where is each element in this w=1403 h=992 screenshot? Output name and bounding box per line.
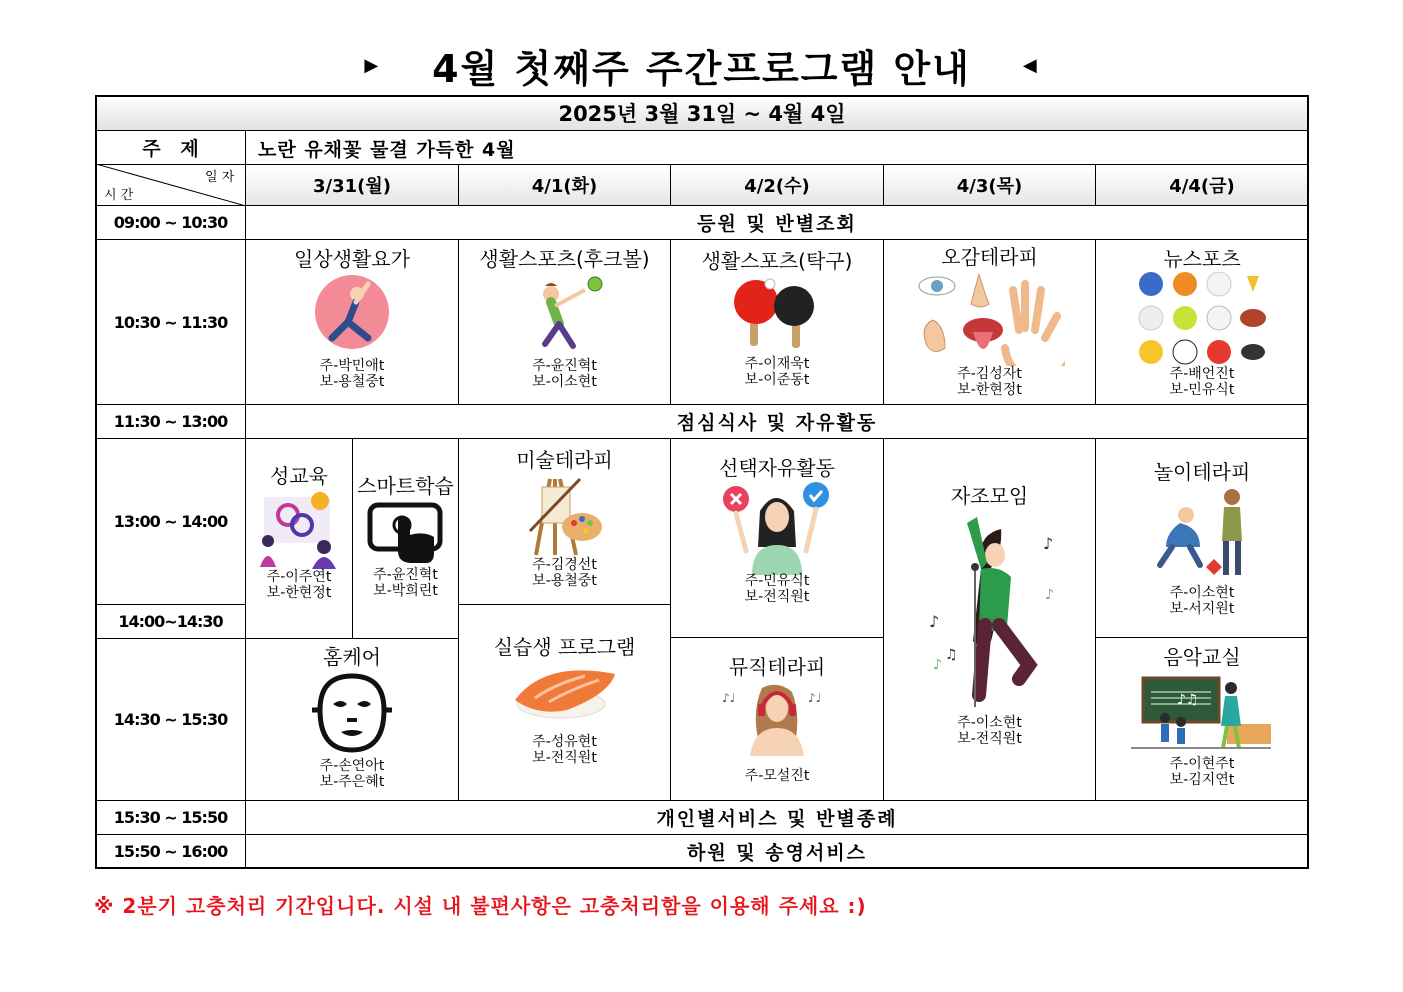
activity-tue-pm-intern	[459, 605, 670, 800]
main-teacher: 주-이재욱t	[744, 356, 810, 372]
row-individual-service: 개인별서비스 및 반별종례	[656, 808, 898, 830]
time-1550: 15:50 ~ 16:00	[113, 842, 228, 861]
notice-text: ※ 2분기 고충처리 기간입니다. 시설 내 불편사항은 고충처리함을 이용해 주세요 :)	[94, 894, 867, 918]
main-teacher: 주-성유현t	[532, 734, 597, 750]
assistant-teacher: 보-용철중t	[532, 573, 597, 589]
throwing-ball-icon	[515, 272, 615, 356]
activity-name: 오감테라피	[941, 245, 1038, 269]
activity-name: 놀이테라피	[1153, 460, 1251, 484]
assistant-teacher: 보-민유식t	[1169, 382, 1235, 398]
activity-name: 일상생활요가	[294, 247, 410, 271]
activity-tue-am	[459, 241, 670, 404]
svg-text:♪♩: ♪♩	[808, 691, 822, 705]
main-teacher: 주-박민애t	[319, 358, 385, 374]
time-0900: 09:00 ~ 10:30	[113, 213, 228, 232]
right-triangle-icon: ▶	[364, 55, 381, 76]
corner-time-label: 시 간	[104, 188, 134, 203]
activity-mon-am	[246, 241, 458, 404]
five-senses-icon	[915, 270, 1065, 366]
activity-name: 음악교실	[1163, 645, 1241, 669]
time-1430: 14:30 ~ 15:30	[113, 710, 228, 729]
row-lunch: 점심식사 및 자유활동	[676, 412, 878, 434]
assistant-teacher: 보-이준동t	[744, 372, 810, 388]
svg-text:♪: ♪	[1042, 534, 1053, 553]
ping-pong-icon	[732, 274, 822, 354]
assistant-teacher: 보-이소현t	[532, 374, 597, 390]
day-header-tue: 4/1(화)	[459, 165, 670, 205]
singer-icon	[915, 509, 1065, 715]
assistant-teacher: 보-주은혜t	[319, 774, 385, 790]
main-teacher: 주-윤진혁t	[532, 358, 597, 374]
assistant-teacher: 보-전직원t	[957, 731, 1022, 747]
activity-name: 스마트학습	[357, 474, 454, 498]
main-teacher: 주-윤진혁t	[373, 567, 438, 583]
main-teacher: 주-김경선t	[532, 557, 597, 573]
gender-education-icon	[254, 489, 344, 569]
assistant-teacher: 보-서지원t	[1169, 601, 1235, 617]
choice-icon	[722, 481, 832, 575]
activity-fri-pm-music-class	[1096, 639, 1308, 800]
day-header-mon: 3/31(월)	[246, 165, 458, 205]
row-arrival: 등원 및 반별조회	[697, 213, 857, 235]
main-teacher: 주-이주연t	[266, 569, 332, 585]
music-class-icon	[1127, 670, 1277, 754]
activity-name: 뮤직테라피	[728, 655, 826, 679]
corner-diagonal	[96, 164, 246, 206]
activity-thu-am	[884, 241, 1095, 404]
time-1400: 14:00~14:30	[118, 612, 223, 631]
assistant-teacher: 보-용철중t	[319, 374, 385, 390]
day-header-fri: 4/4(금)	[1096, 165, 1308, 205]
sushi-icon	[505, 660, 625, 730]
theme-label: 주 제	[142, 137, 199, 160]
activity-name: 선택자유활동	[719, 456, 835, 480]
assistant-teacher: 보-전직원t	[532, 750, 597, 766]
main-teacher: 주-배언진t	[1169, 366, 1235, 382]
svg-text:♪♫: ♪♫	[1177, 692, 1199, 708]
theme-value: 노란 유채꽃 물결 가득한 4월	[258, 139, 516, 161]
activity-thu-pm-self-help	[884, 440, 1095, 800]
yoga-icon	[312, 272, 392, 352]
activity-name: 생활스포츠(후크볼)	[479, 247, 650, 271]
assistant-teacher: 보-김지연t	[1169, 772, 1235, 788]
activity-fri-am	[1096, 241, 1308, 404]
sports-balls-icon	[1137, 272, 1267, 366]
assistant-teacher: 보-한현정t	[957, 382, 1022, 398]
svg-text:♪♩: ♪♩	[722, 691, 736, 705]
kids-play-icon	[1152, 485, 1252, 585]
main-teacher: 주-이소현t	[957, 715, 1022, 731]
activity-name: 미술테라피	[516, 448, 613, 472]
main-teacher: 주-민유식t	[744, 573, 810, 589]
activity-name: 실습생 프로그램	[493, 635, 636, 659]
date-range: 2025년 3월 31일 ~ 4월 4일	[96, 96, 1308, 130]
easel-icon	[520, 473, 610, 557]
time-1130: 11:30 ~ 13:00	[113, 412, 228, 431]
activity-name: 자조모임	[950, 484, 1029, 508]
page-title	[0, 38, 1403, 93]
main-teacher: 주-모설진t	[744, 768, 810, 784]
main-teacher: 주-이소현t	[1169, 585, 1235, 601]
title-text: 4월 첫째주 주간프로그램 안내	[432, 47, 971, 91]
activity-tue-pm-art	[459, 440, 670, 604]
svg-text:♫: ♫	[944, 647, 958, 663]
touch-tablet-icon	[366, 499, 446, 567]
corner-date-label: 일 자	[205, 170, 235, 185]
activity-name: 홈케어	[323, 645, 381, 669]
left-triangle-icon: ◀	[1022, 55, 1039, 76]
activity-mon-pm-smart	[353, 440, 458, 604]
activity-mon-pm-homecare	[246, 639, 458, 800]
activity-wed-pm-choice	[671, 440, 883, 637]
activity-fri-pm-play	[1096, 440, 1308, 637]
row-departure: 하원 및 송영서비스	[686, 842, 868, 864]
activity-wed-am	[671, 241, 883, 404]
time-1030: 10:30 ~ 11:30	[113, 312, 228, 332]
main-teacher: 주-이현주t	[1169, 756, 1235, 772]
activity-name: 생활스포츠(탁구)	[701, 249, 853, 273]
activity-name: 성교육	[270, 464, 328, 488]
activity-name: 뉴스포츠	[1163, 247, 1241, 271]
activity-wed-pm-music-therapy	[671, 639, 883, 800]
time-1300: 13:00 ~ 14:00	[113, 512, 228, 531]
assistant-teacher: 보-박희린t	[373, 583, 438, 599]
headphones-icon	[722, 680, 832, 756]
face-mask-icon	[307, 670, 397, 754]
svg-text:♪: ♪	[928, 612, 939, 631]
assistant-teacher: 보-전직원t	[744, 589, 810, 605]
day-header-wed: 4/2(수)	[671, 165, 883, 205]
activity-mon-pm-sex-ed	[246, 440, 352, 604]
main-teacher: 주-김성자t	[957, 366, 1022, 382]
assistant-teacher: 보-한현정t	[266, 585, 332, 601]
day-header-thu: 4/3(목)	[884, 165, 1095, 205]
svg-text:♪: ♪	[1044, 587, 1054, 603]
time-1530: 15:30 ~ 15:50	[113, 808, 228, 827]
main-teacher: 주-손연아t	[319, 758, 385, 774]
svg-text:♪: ♪	[932, 657, 942, 673]
